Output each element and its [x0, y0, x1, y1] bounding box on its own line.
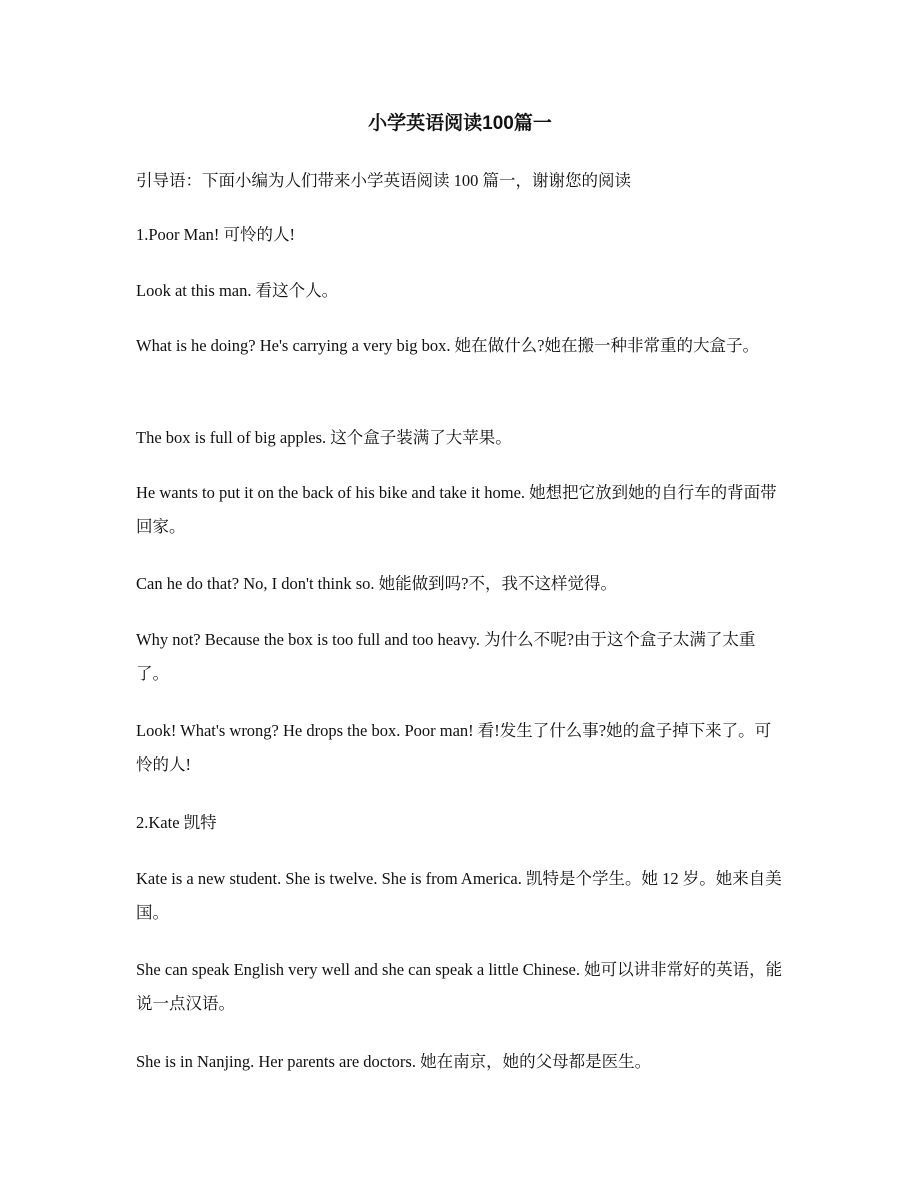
- document-title: 小学英语阅读100篇一: [368, 113, 552, 134]
- section-1-heading: 1.Poor Man! 可怜的人!: [136, 225, 296, 244]
- paragraph: Look at this man. 看这个人。: [136, 281, 339, 300]
- paragraph: What is he doing? He's carrying a very big box. 她在做什么?她在搬一种非常重的大盒子。: [136, 336, 759, 355]
- paragraph: She can speak English very well and she can speak a little Chinese. 她可以讲非常好的英语，能说一点汉语。: [136, 960, 783, 1013]
- paragraph: Why not? Because the box is too full and too heavy. 为什么不呢?由于这个盒子太满了太重了。: [136, 630, 756, 683]
- paragraph: She is in Nanjing. Her parents are doctors. 她在南京，她的父母都是医生。: [136, 1052, 652, 1071]
- paragraph: Look! What's wrong? He drops the box. Poor man! 看!发生了什么事?她的盒子掉下来了。可怜的人!: [136, 721, 772, 774]
- paragraph: Kate is a new student. She is twelve. She is from America. 凯特是个学生。她 12 岁。她来自美国。: [136, 869, 782, 922]
- paragraph: He wants to put it on the back of his bike and take it home. 她想把它放到她的自行车的背面带回家。: [136, 483, 777, 536]
- paragraph: The box is full of big apples. 这个盒子装满了大苹果。: [136, 428, 512, 447]
- intro-paragraph: 引导语：下面小编为人们带来小学英语阅读 100 篇一，谢谢您的阅读: [136, 171, 631, 190]
- paragraph: Can he do that? No, I don't think so. 她能做到吗?不，我不这样觉得。: [136, 574, 617, 593]
- section-2-heading: 2.Kate 凯特: [136, 813, 217, 832]
